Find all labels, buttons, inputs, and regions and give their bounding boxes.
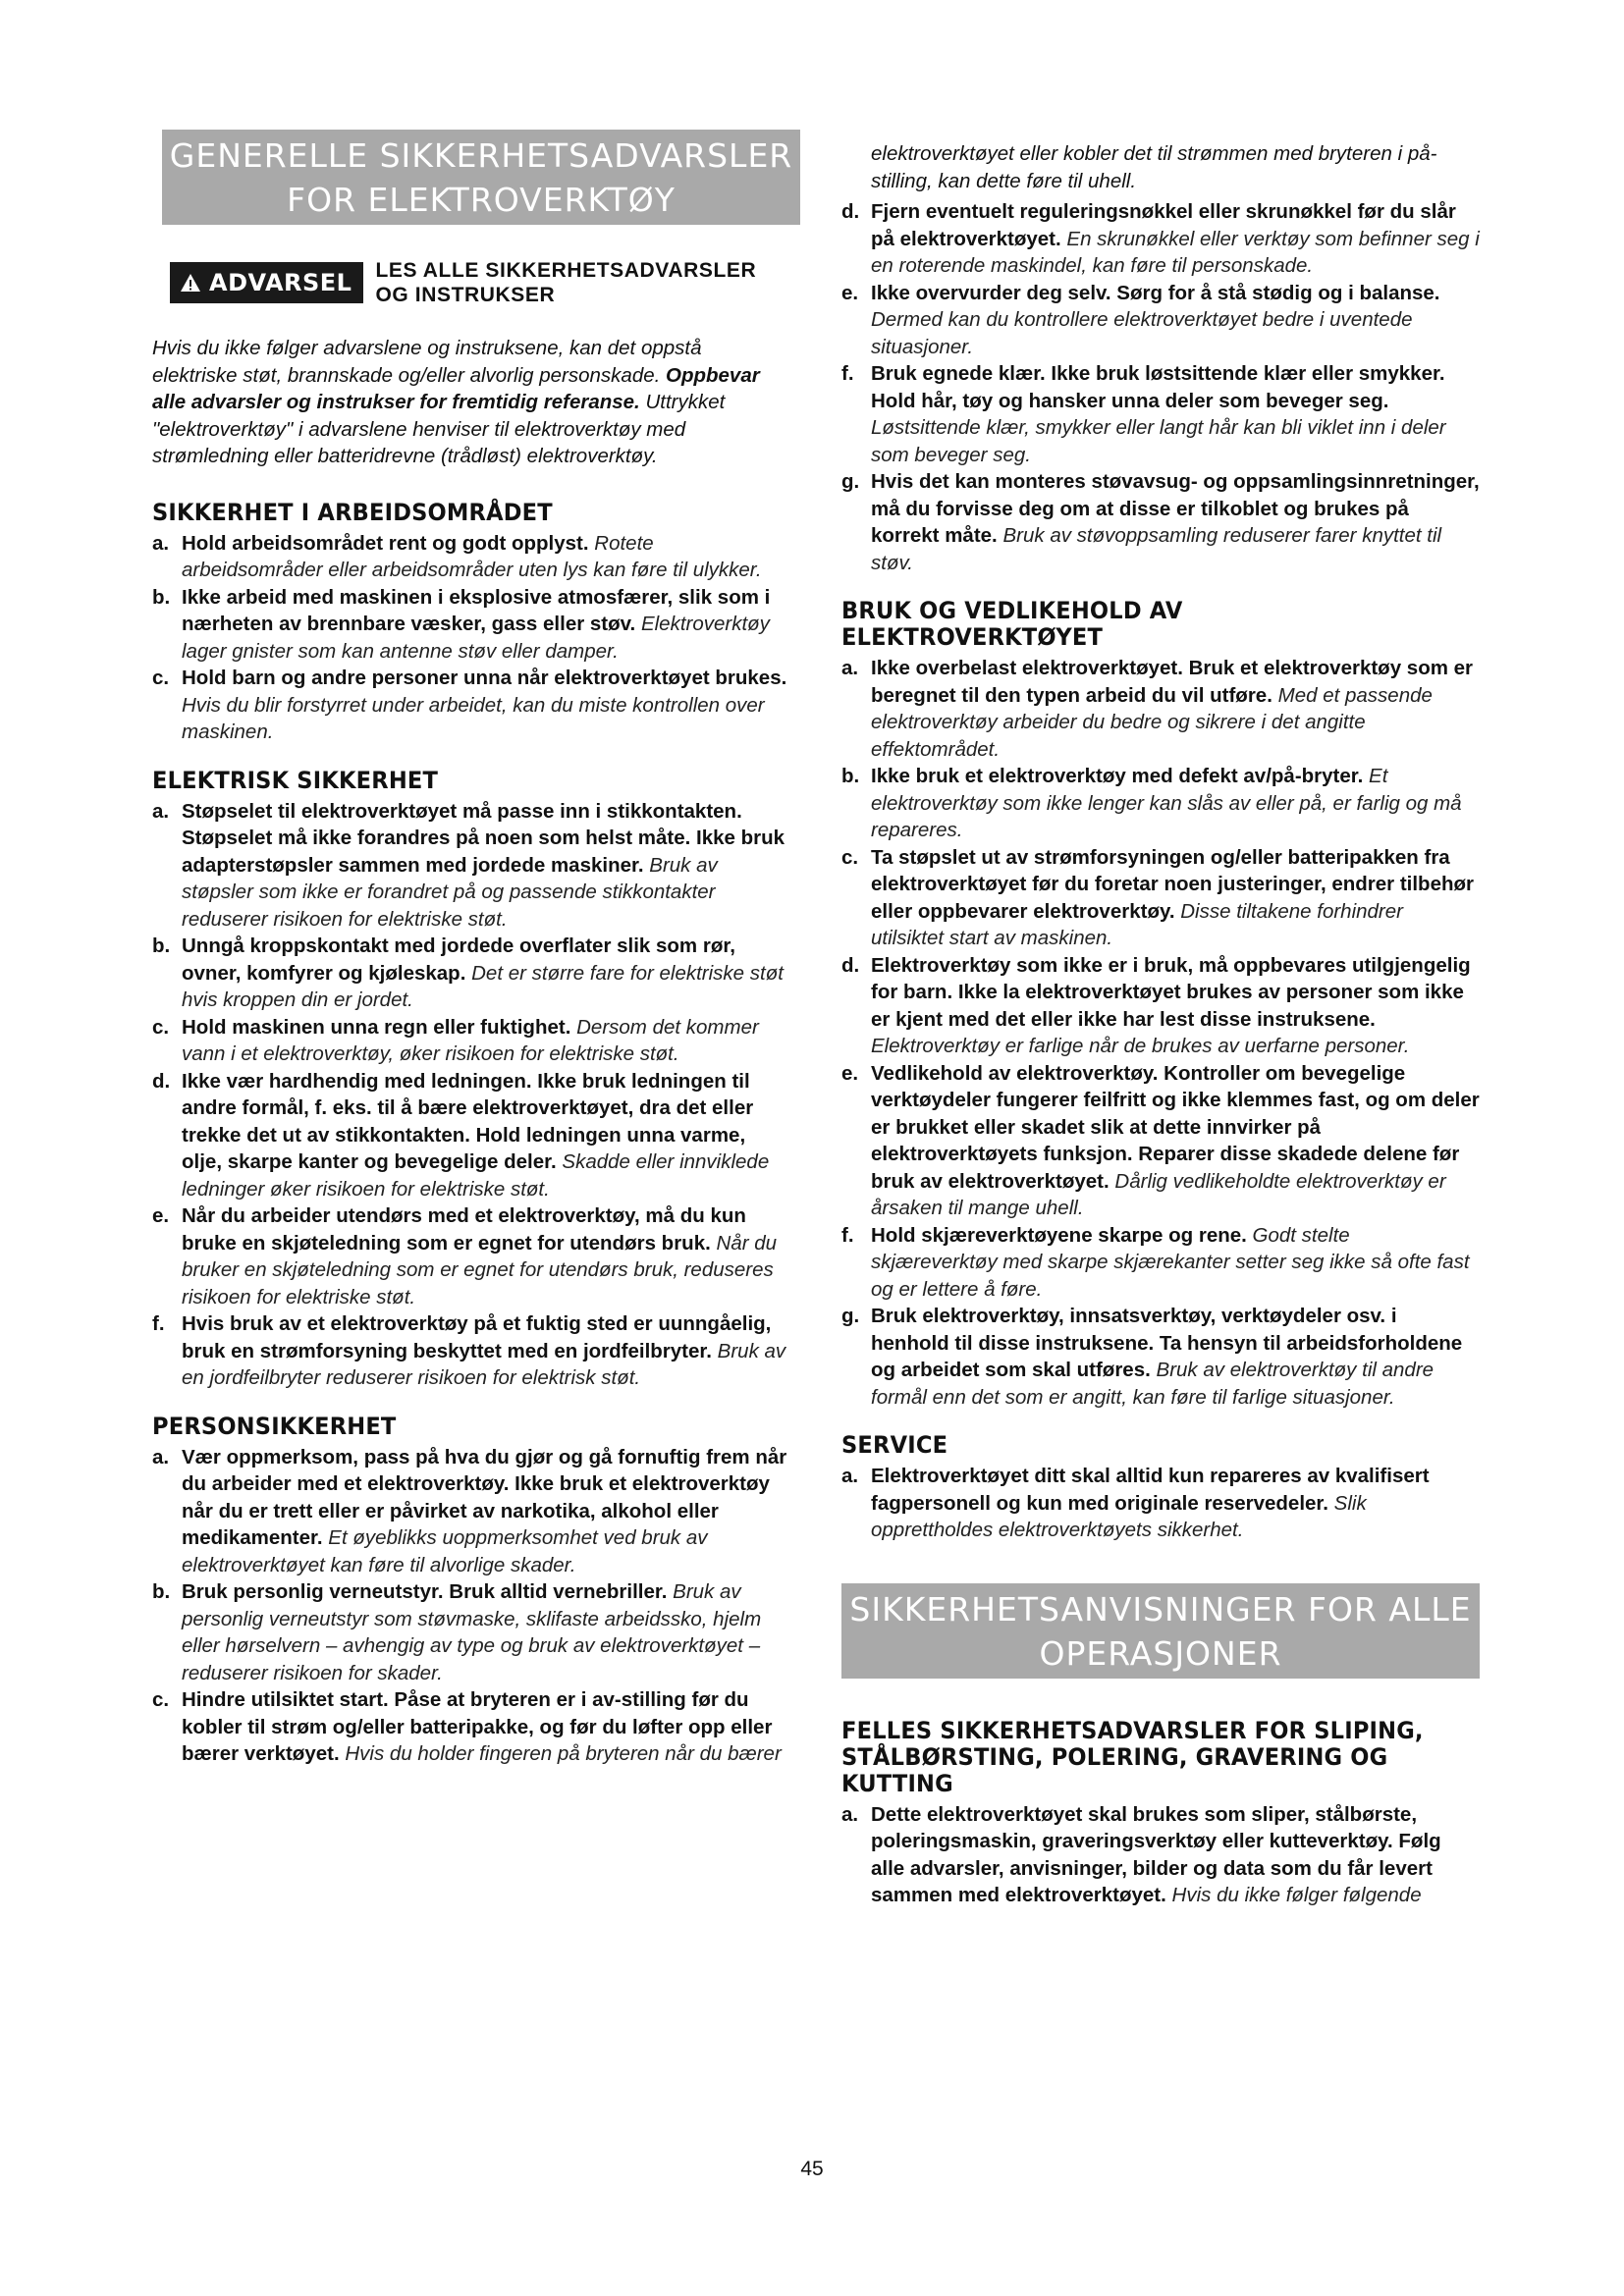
right-column xyxy=(841,140,1480,1931)
list-item: a. Hold arbeidsområdet rent og godt opplyst. Rotete arbeidsområder eller arbeidsområder uten lys kan føre til ulykker. xyxy=(152,531,762,581)
section-heading: SERVICE xyxy=(841,1431,948,1459)
item-list xyxy=(841,1801,1480,1909)
list-item: f. Bruk egnede klær. Ikke bruk løstsittende klær eller smykker. Hold hår, tøy og hansker unna deler som beveger seg. Løstsittende klær, smykker eller langt hår kan bli viklet inn i deler som beveger seg. xyxy=(841,362,1446,466)
list-item: d. Elektroverktøy som ikke er i bruk, må oppbevares utilgjengelig for barn. Ikke la elektroverktøyet brukes av personer som ikke er kjent med det eller ikke har lest disse instruksene. Elektroverktøy er farlige når de brukes av uerfarne personer. xyxy=(841,953,1471,1057)
list-item: e. Når du arbeider utendørs med et elektroverktøy, må du kun bruke en skjøteledning som er egnet for utendørs bruk. Når du bruker en skjøteledning som er egnet for utendørs bruk, reduseres risikoen for elektriske støt. xyxy=(152,1204,778,1308)
warning-badge xyxy=(170,262,363,303)
section-banner-general: GENERELLE SIKKERHETSADVARSLER FOR ELEKTROVERKTØY xyxy=(162,130,800,225)
list-item: d. Fjern eventuelt reguleringsnøkkel eller skrunøkkel før du slår på elektroverktøyet. En skrunøkkel eller verktøy som befinner seg i en roterende maskindel, kan føre til personskade. xyxy=(841,200,1480,277)
list-item: c. Hold maskinen unna regn eller fuktighet. Dersom det kommer vann i et elektroverktøy, øker risikoen for elektriske støt. xyxy=(152,1015,759,1065)
list-item: b. Ikke bruk et elektroverktøy med defekt av/på-bryter. Et elektroverktøy som ikke lenger kan slås av eller på, er farlig og må repareres. xyxy=(841,765,1462,841)
intro-paragraph xyxy=(152,335,790,470)
warning-text: LES ALLE SIKKERHETSADVARSLER OG INSTRUKSER xyxy=(375,259,757,306)
continued-text: elektroverktøyet eller kobler det til strømmen med bryteren i på-stilling, kan dette føre til uhell. xyxy=(871,142,1437,192)
list-item: g. Bruk elektroverktøy, innsatsverktøy, verktøydeler osv. i henhold til disse instruksene. Ta hensyn til arbeidsforholdene og arbeidet som skal utføres. Bruk av elektroverktøy til andre formål enn det som er angitt, kan føre til farlige situasjoner. xyxy=(841,1305,1463,1409)
warning-triangle-icon xyxy=(180,273,201,293)
list-item: b. Unngå kroppskontakt med jordede overflater slik som rør, ovner, komfyrer og kjøleskap. Det er større fare for elektriske støt hvis kroppen din er jordet. xyxy=(152,934,784,1011)
page-number: 45 xyxy=(800,2158,824,2180)
item-list xyxy=(841,198,1480,576)
list-item: c. Hindre utilsiktet start. Påse at bryteren er i av-stilling før du kobler til strøm og/eller batteripakke, og før du løfter opp eller bærer verktøyet. Hvis du holder fingeren på bryteren når du bærer xyxy=(152,1688,782,1765)
list-item: b. Ikke arbeid med maskinen i eksplosive atmosfærer, slik som i nærheten av brennbare væsker, gass eller støv. Elektroverktøy lager gnister som kan antenne støv eller damper. xyxy=(152,585,771,663)
list-item: a. Dette elektroverktøyet skal brukes som sliper, stålbørste, poleringsmaskin, graveringsverktøy eller kutteverktøy. Følg alle advarsler, anvisninger, bilder og data som du får levert sammen med elektroverktøyet. Hvis du ikke følger følgende xyxy=(841,1802,1441,1906)
section-heading: SIKKERHET I ARBEIDSOMRÅDET xyxy=(152,498,553,526)
list-item: a. Elektroverktøyet ditt skal alltid kun repareres av kvalifisert fagpersonell og kun med originale reservedeler. Slik opprettholdes elektroverktøyets sikkerhet. xyxy=(841,1465,1430,1541)
intro-bold: Oppbevar alle advarsler og instrukser for fremtidig referanse. xyxy=(152,363,760,413)
section-heading: PERSONSIKKERHET xyxy=(152,1412,397,1440)
left-column xyxy=(152,130,793,1789)
item-list xyxy=(841,655,1480,1411)
list-item: a. Vær oppmerksom, pass på hva du gjør og gå fornuftig frem når du arbeider med et elektroverktøy. Ikke bruk et elektroverktøy når du er trett eller er påvirket av narkotika, alkohol eller medikamenter. Et øyeblikks uoppmerksomhet ved bruk av elektroverktøyet kan føre til alvorlige skader. xyxy=(152,1445,787,1576)
warning-block xyxy=(170,258,790,307)
item-list xyxy=(152,798,790,1392)
list-item: f. Hold skjæreverktøyene skarpe og rene. Godt stelte skjæreverktøy med skarpe skjærekanter setter seg ikke så ofte fast og er lettere å føre. xyxy=(841,1223,1470,1301)
section-heading: BRUK OG VEDLIKEHOLD AV ELEKTROVERKTØYET xyxy=(841,597,1183,651)
list-item: f. Hvis bruk av et elektroverktøy på et fuktig sted er uunngåelig, bruk en strømforsyning beskyttet med en jordfeilbryter. Bruk av en jordfeilbryter reduserer risikoen for elektrisk støt. xyxy=(152,1312,786,1389)
list-item: g. Hvis det kan monteres støvavsug- og oppsamlingsinnretninger, må du forvisse deg om at disse er tilkoblet og brukes på korrekt måte. Bruk av støvoppsamling reduserer farer knyttet til støv. xyxy=(841,470,1480,574)
list-item: b. Bruk personlig verneutstyr. Bruk alltid vernebriller. Bruk av personlig verneutstyr som støvmaske, sklifaste arbeidssko, hjelm eller hørselvern – avhengig av type og bruk av elektroverktøyet – reduserer risikoen for skader. xyxy=(152,1580,762,1684)
item-list xyxy=(152,1444,790,1768)
list-item: e. Ikke overvurder deg selv. Sørg for å stå stødig og i balanse. Dermed kan du kontrollere elektroverktøyet bedre i uventede situasjoner. xyxy=(841,281,1440,358)
intro-rest: Uttrykket "elektroverktøy" i advarslene henviser til elektroverktøy med strømledning eller batteridrevne (trådløst) elektroverktøy. xyxy=(152,391,726,467)
list-item: d. Ikke vær hardhendig med ledningen. Ikke bruk ledningen til andre formål, f. eks. til å bære elektroverktøyet, dra det eller trekke det ut av stikkontakten. Hold ledningen unna varme, olje, skarpe kanter og bevegelige deler. Skadde eller innviklede ledninger øker risikoen for elektriske støt. xyxy=(152,1069,770,1201)
list-item: a. Støpselet til elektroverktøyet må passe inn i stikkontakten. Støpselet må ikke forandres på noen som helst måte. Ikke bruk adapterstøpsler sammen med jordede maskiner. Bruk av støpsler som ikke er forandret på og passende stikkontakter reduserer risikoen for elektriske støt. xyxy=(152,799,785,931)
list-item: a. Ikke overbelast elektroverktøyet. Bruk et elektroverktøy som er beregnet til den typen arbeid du vil utføre. Med et passende elektroverktøy arbeider du bedre og sikrere i det angitte effektområdet. xyxy=(841,657,1474,761)
list-item: e. Vedlikehold av elektroverktøy. Kontroller om bevegelige verktøydeler fungerer feilfritt og ikke klemmes fast, og om deler er brukket eller skadet slik at dette innvirker på elektroverktøyets funksjon. Reparer disse skadede delene før bruk av elektroverktøyet. Dårlig vedlikeholdte elektroverktøy er årsaken til mange uhell. xyxy=(841,1061,1480,1219)
list-item: c. Hold barn og andre personer unna når elektroverktøyet brukes. Hvis du blir forstyrret under arbeidet, kan du miste kontrollen over maskinen. xyxy=(152,667,787,743)
intro-text: Hvis du ikke følger advarslene og instruksene, kan det oppstå elektriske støt, brannskade og/eller alvorlig personskade. xyxy=(152,337,702,387)
item-list xyxy=(841,1463,1480,1544)
section-banner-operations: SIKKERHETSANVISNINGER FOR ALLE OPERASJONER xyxy=(841,1583,1480,1679)
section-heading: ELEKTRISK SIKKERHET xyxy=(152,766,439,794)
item-list xyxy=(152,530,790,746)
section-heading: FELLES SIKKERHETSADVARSLER FOR SLIPING, STÅLBØRSTING, POLERING, GRAVERING OG KUTTING xyxy=(841,1716,1424,1797)
list-item: c. Ta støpslet ut av strømforsyningen og/eller batteripakken fra elektroverktøyet før du foretar noen justeringer, endrer tilbehør eller oppbevarer elektroverktøy. Disse tiltakene forhindrer utilsiktet start av maskinen. xyxy=(841,845,1474,949)
warning-badge-label: ADVARSEL xyxy=(209,269,352,296)
